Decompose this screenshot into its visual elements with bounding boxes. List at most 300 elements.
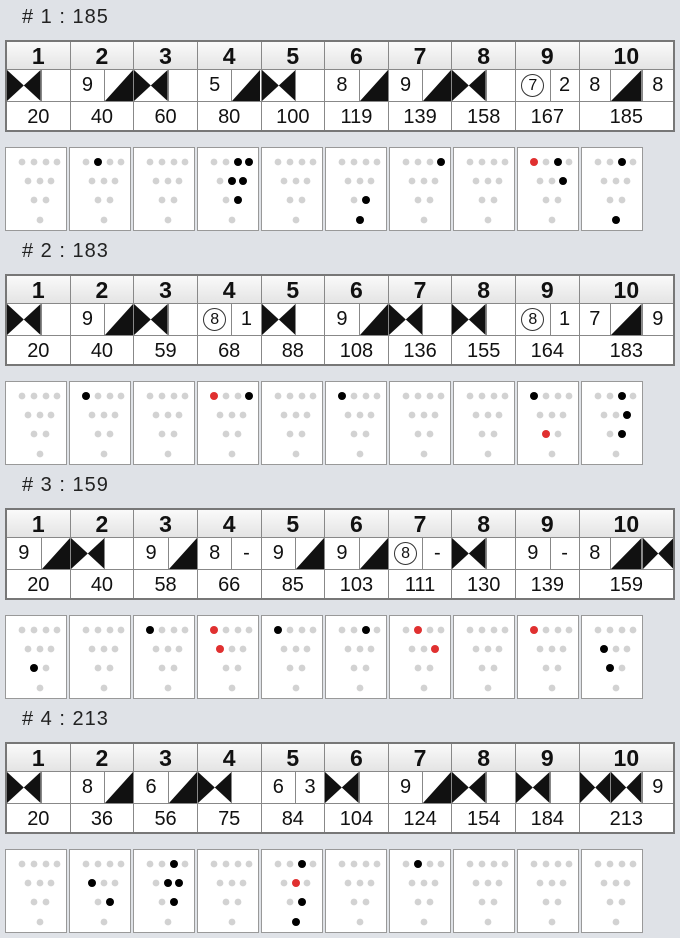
strike-mark [452, 538, 486, 569]
pin-6 [240, 646, 247, 653]
frame-marks [134, 772, 197, 804]
pin-8 [607, 861, 614, 868]
pin-5 [165, 412, 172, 419]
frame-number: 10 [580, 744, 673, 772]
pin-2 [159, 197, 166, 204]
frame-1[interactable] [7, 276, 71, 364]
pin-diagram-frame-8[interactable] [453, 381, 515, 465]
pin-7 [339, 627, 346, 634]
strike-mark [452, 70, 486, 101]
frame-score: 75 [218, 808, 241, 830]
pin-1 [421, 451, 428, 458]
pin-8 [479, 393, 486, 400]
ball-cell [610, 304, 641, 335]
pin-9 [107, 627, 114, 634]
pin-5 [613, 880, 620, 887]
pin-4 [409, 880, 416, 887]
frame-score: 40 [90, 106, 114, 128]
frame-score: 136 [403, 340, 437, 362]
scorecard [5, 508, 675, 600]
pin-2 [542, 430, 550, 438]
pin-diagram-frame-1[interactable] [5, 615, 67, 699]
split-circle: 8 [203, 308, 226, 331]
pin-2 [287, 665, 294, 672]
strike-mark [580, 772, 610, 803]
pin-10 [182, 627, 189, 634]
pin-4 [281, 646, 288, 653]
pin-8 [31, 627, 38, 634]
pin-3 [235, 665, 242, 672]
pin-4 [345, 880, 352, 887]
pin-6 [304, 178, 311, 185]
pin-diagram-frame-4[interactable] [197, 615, 259, 699]
pin-4 [473, 646, 480, 653]
split-cell [198, 304, 232, 335]
pin-diagram-frame-8[interactable] [453, 147, 515, 231]
pin-7 [467, 627, 474, 634]
pin-5 [485, 646, 492, 653]
ball-cell: 9 [399, 74, 412, 96]
pin-5 [165, 646, 172, 653]
pin-diagram-frame-3[interactable] [133, 147, 195, 231]
pin-2 [607, 899, 614, 906]
pin-5 [101, 646, 108, 653]
pin-7 [19, 159, 26, 166]
strike-mark [611, 772, 641, 803]
pin-9 [299, 627, 306, 634]
pin-4 [153, 646, 160, 653]
pin-3 [235, 431, 242, 438]
pin-diagram-frame-7[interactable] [389, 849, 451, 933]
frame-number: 5 [262, 276, 325, 304]
frame-score: 20 [27, 808, 50, 830]
frame-number: 6 [325, 744, 388, 772]
frame-number: 4 [198, 510, 261, 538]
pin-diagram-frame-10[interactable] [581, 849, 643, 933]
pin-7 [147, 159, 154, 166]
game-title: # 2 : 183 [22, 240, 109, 262]
pin-3 [106, 898, 114, 906]
pin-9 [618, 158, 626, 166]
frame-7[interactable] [389, 42, 453, 130]
pin-10 [118, 861, 125, 868]
pin-10 [310, 861, 317, 868]
frame-marks [71, 70, 134, 102]
pin-diagram-frame-7[interactable] [389, 615, 451, 699]
pin-diagram-frame-1[interactable] [5, 849, 67, 933]
frame-10[interactable] [580, 276, 673, 364]
pin-diagram-frame-2[interactable] [69, 147, 131, 231]
frame-1[interactable] [7, 42, 71, 130]
pin-8 [351, 159, 358, 166]
frame-9[interactable] [516, 744, 580, 832]
pin-4 [409, 646, 416, 653]
frame-marks [71, 772, 134, 804]
frame-marks [262, 70, 325, 102]
pin-3 [298, 898, 306, 906]
pin-3 [619, 197, 626, 204]
frame-1[interactable] [7, 744, 71, 832]
frame-number: 1 [7, 276, 70, 304]
pin-7 [339, 861, 346, 868]
frame-score: 104 [339, 808, 374, 830]
pin-7 [83, 159, 90, 166]
pin-8 [607, 393, 614, 400]
strike-mark [262, 70, 296, 101]
frame-8[interactable] [452, 744, 516, 832]
ball-cell [516, 772, 550, 803]
frame-score: 100 [276, 106, 310, 128]
pin-7 [467, 861, 474, 868]
split-cell [516, 70, 550, 101]
pin-1 [421, 217, 428, 224]
pin-diagram-frame-4[interactable] [197, 849, 259, 933]
pin-7 [403, 861, 410, 868]
pin-9 [491, 627, 498, 634]
pin-diagram-frame-6[interactable] [325, 615, 387, 699]
ball-cell: - [422, 538, 451, 569]
frame-1[interactable] [7, 510, 71, 598]
pin-1 [485, 919, 492, 926]
pin-7 [146, 626, 154, 634]
pin-7 [275, 861, 282, 868]
split-circle: 8 [394, 542, 417, 565]
ball-cell [7, 70, 41, 101]
frame-10[interactable] [580, 510, 673, 598]
pin-5 [293, 178, 300, 185]
spare-mark [105, 70, 133, 101]
ball-cell [134, 70, 168, 101]
pin-3 [235, 899, 242, 906]
spare-mark [360, 70, 388, 101]
frame-3[interactable] [134, 42, 198, 130]
pin-10 [118, 393, 125, 400]
ball-cell [422, 70, 451, 101]
pin-6 [496, 178, 503, 185]
pin-7 [147, 393, 154, 400]
ball-cell [389, 304, 423, 335]
pin-10 [246, 627, 253, 634]
frame-10[interactable] [580, 42, 673, 130]
frame-marks [452, 304, 515, 336]
frame-score: 80 [218, 106, 241, 128]
ball-cell: 9 [145, 542, 157, 564]
pin-7 [403, 393, 410, 400]
spare-mark [360, 538, 388, 569]
pin-5 [549, 646, 556, 653]
pin-10 [630, 627, 637, 634]
frame-6[interactable] [325, 510, 389, 598]
pin-8 [351, 627, 358, 634]
frame-marks [198, 772, 261, 804]
frame-score: 130 [467, 574, 501, 596]
scorecard [5, 274, 675, 366]
pin-7 [19, 627, 26, 634]
frame-4[interactable] [198, 510, 262, 598]
ball-cell [610, 772, 641, 803]
frame-score: 59 [154, 340, 177, 362]
frame-marks [325, 304, 388, 336]
pin-diagram-frame-7[interactable] [389, 147, 451, 231]
frame-9[interactable] [516, 276, 580, 364]
pin-6 [624, 178, 631, 185]
pin-1 [549, 919, 556, 926]
pin-diagram-frame-8[interactable] [453, 615, 515, 699]
pin-diagram-frame-9[interactable] [517, 381, 579, 465]
frame-number: 6 [325, 276, 388, 304]
pin-diagram-frame-8[interactable] [453, 849, 515, 933]
pin-9 [427, 627, 434, 634]
frame-number: 8 [452, 510, 515, 538]
frame-6[interactable] [325, 42, 389, 130]
pin-7 [530, 626, 538, 634]
ball-cell [168, 772, 197, 803]
pin-10 [54, 861, 61, 868]
pin-1 [549, 217, 556, 224]
pin-10 [566, 393, 573, 400]
frame-8[interactable] [452, 510, 516, 598]
frame-5[interactable] [262, 42, 326, 130]
pin-6 [432, 880, 439, 887]
frame-marks [325, 70, 388, 102]
pin-diagram-frame-3[interactable] [133, 381, 195, 465]
frame-score: 60 [154, 106, 177, 128]
frame-3[interactable] [134, 744, 198, 832]
pin-2 [159, 431, 166, 438]
pin-6 [624, 646, 631, 653]
frame-2[interactable] [71, 276, 135, 364]
frame-5[interactable] [262, 276, 326, 364]
pin-2 [95, 899, 102, 906]
ball-cell [41, 772, 70, 803]
frame-6[interactable] [325, 744, 389, 832]
pin-8 [223, 393, 230, 400]
pin-5 [101, 412, 108, 419]
pin-2 [479, 899, 486, 906]
pin-3 [427, 197, 434, 204]
pin-7 [210, 626, 218, 634]
ball-cell [295, 304, 324, 335]
pin-4 [153, 412, 160, 419]
pin-8 [287, 159, 294, 166]
pin-7 [83, 861, 90, 868]
pin-diagram-frame-2[interactable] [69, 849, 131, 933]
frame-2[interactable] [71, 510, 135, 598]
ball-cell [452, 772, 486, 803]
pin-diagram-frame-6[interactable] [325, 381, 387, 465]
pin-diagram-frame-1[interactable] [5, 381, 67, 465]
ball-cell [359, 772, 388, 803]
pin-diagram-frame-10[interactable] [581, 615, 643, 699]
frame-7[interactable] [389, 510, 453, 598]
pin-diagram-frame-2[interactable] [69, 381, 131, 465]
pin-diagrams [5, 381, 645, 465]
pin-9 [171, 159, 178, 166]
frame-4[interactable] [198, 42, 262, 130]
pin-8 [159, 861, 166, 868]
ball-cell: 3 [295, 772, 324, 803]
pin-1 [165, 919, 172, 926]
pin-diagram-frame-10[interactable] [581, 147, 643, 231]
pin-diagram-frame-3[interactable] [133, 849, 195, 933]
pin-10 [438, 627, 445, 634]
frame-7[interactable] [389, 276, 453, 364]
frame-9[interactable] [516, 510, 580, 598]
frame-7[interactable] [389, 744, 453, 832]
pin-diagram-frame-10[interactable] [581, 381, 643, 465]
pin-2 [223, 197, 230, 204]
frame-8[interactable] [452, 42, 516, 130]
pin-2 [95, 197, 102, 204]
pin-5 [228, 177, 236, 185]
pin-4 [25, 178, 32, 185]
frame-3[interactable] [134, 276, 198, 364]
game-title: # 3 : 159 [22, 474, 109, 496]
pin-8 [543, 393, 550, 400]
pin-6 [496, 412, 503, 419]
ball-cell [134, 304, 168, 335]
ball-cell [610, 70, 641, 101]
frame-2[interactable] [71, 744, 135, 832]
pin-9 [299, 159, 306, 166]
pin-diagram-frame-5[interactable] [261, 615, 323, 699]
pin-1 [165, 451, 172, 458]
ball-cell: 9 [399, 776, 412, 798]
pin-4 [89, 646, 96, 653]
pin-3 [107, 197, 114, 204]
pin-diagram-frame-4[interactable] [197, 147, 259, 231]
frame-score: 158 [467, 106, 501, 128]
pin-2 [479, 431, 486, 438]
pin-1 [293, 451, 300, 458]
spare-mark [105, 304, 133, 335]
pin-2 [543, 197, 550, 204]
pin-1 [165, 685, 172, 692]
pin-diagram-frame-9[interactable] [517, 147, 579, 231]
frame-marks [262, 538, 325, 570]
spare-mark [360, 304, 388, 335]
frame-marks [516, 772, 579, 804]
pin-diagram-frame-6[interactable] [325, 849, 387, 933]
pin-4 [601, 178, 608, 185]
pin-6 [112, 412, 119, 419]
pin-3 [555, 431, 562, 438]
frame-number: 4 [198, 42, 261, 70]
pin-8 [351, 393, 358, 400]
frame-6[interactable] [325, 276, 389, 364]
pin-4 [409, 412, 416, 419]
frame-9[interactable] [516, 42, 580, 130]
pin-8 [479, 627, 486, 634]
pin-8 [543, 627, 550, 634]
ball-cell [41, 70, 70, 101]
pin-9 [171, 627, 178, 634]
frame-5[interactable] [262, 510, 326, 598]
frame-4[interactable] [198, 276, 262, 364]
pin-9 [235, 627, 242, 634]
pin-1 [37, 685, 44, 692]
ball-cell: 9 [642, 304, 673, 335]
pin-2 [30, 664, 38, 672]
ball-cell [580, 772, 610, 803]
pin-2 [31, 899, 38, 906]
pin-diagram-frame-3[interactable] [133, 615, 195, 699]
strike-mark [389, 304, 423, 335]
pin-10 [54, 393, 61, 400]
pin-10 [118, 159, 125, 166]
frame-2[interactable] [71, 42, 135, 130]
pin-10 [438, 393, 445, 400]
pin-6 [48, 412, 55, 419]
pin-5 [421, 412, 428, 419]
frame-score: 20 [27, 574, 50, 596]
pin-5 [229, 880, 236, 887]
pin-diagram-frame-1[interactable] [5, 147, 67, 231]
frame-number: 8 [452, 42, 515, 70]
ball-cell [295, 538, 324, 569]
pin-diagram-frame-5[interactable] [261, 849, 323, 933]
frame-8[interactable] [452, 276, 516, 364]
pin-6 [623, 411, 631, 419]
pin-9 [491, 159, 498, 166]
pin-4 [88, 879, 96, 887]
pin-5 [613, 412, 620, 419]
pin-5 [292, 879, 300, 887]
pin-diagram-frame-5[interactable] [261, 147, 323, 231]
pin-6 [431, 645, 439, 653]
frame-3[interactable] [134, 510, 198, 598]
pin-6 [368, 646, 375, 653]
pin-7 [211, 159, 218, 166]
pin-5 [485, 880, 492, 887]
pin-diagram-frame-7[interactable] [389, 381, 451, 465]
pin-6 [560, 880, 567, 887]
frame-5[interactable] [262, 744, 326, 832]
pin-5 [37, 646, 44, 653]
pin-diagram-frame-5[interactable] [261, 381, 323, 465]
frame-number: 6 [325, 42, 388, 70]
pin-8 [95, 861, 102, 868]
frame-number: 2 [71, 42, 134, 70]
pin-6 [48, 178, 55, 185]
frame-marks [7, 538, 70, 570]
pin-8 [159, 393, 166, 400]
frame-10[interactable] [580, 744, 673, 832]
pin-diagram-frame-2[interactable] [69, 615, 131, 699]
pin-9 [170, 860, 178, 868]
pin-diagram-frame-9[interactable] [517, 615, 579, 699]
pin-diagram-frame-6[interactable] [325, 147, 387, 231]
pin-2 [351, 197, 358, 204]
frame-score: 85 [281, 574, 304, 596]
pin-5 [37, 178, 44, 185]
frame-score: 111 [404, 574, 436, 596]
pin-diagram-frame-4[interactable] [197, 381, 259, 465]
frame-4[interactable] [198, 744, 262, 832]
pin-6 [368, 880, 375, 887]
frame-number: 9 [516, 510, 579, 538]
pin-9 [618, 392, 626, 400]
pin-diagram-frame-9[interactable] [517, 849, 579, 933]
pin-10 [374, 861, 381, 868]
ball-cell: 7 [589, 308, 601, 330]
ball-cell: 8 [209, 542, 221, 564]
pin-7 [82, 392, 90, 400]
ball-cell [325, 772, 359, 803]
pin-1 [101, 451, 108, 458]
pin-10 [54, 627, 61, 634]
pin-6 [304, 646, 311, 653]
